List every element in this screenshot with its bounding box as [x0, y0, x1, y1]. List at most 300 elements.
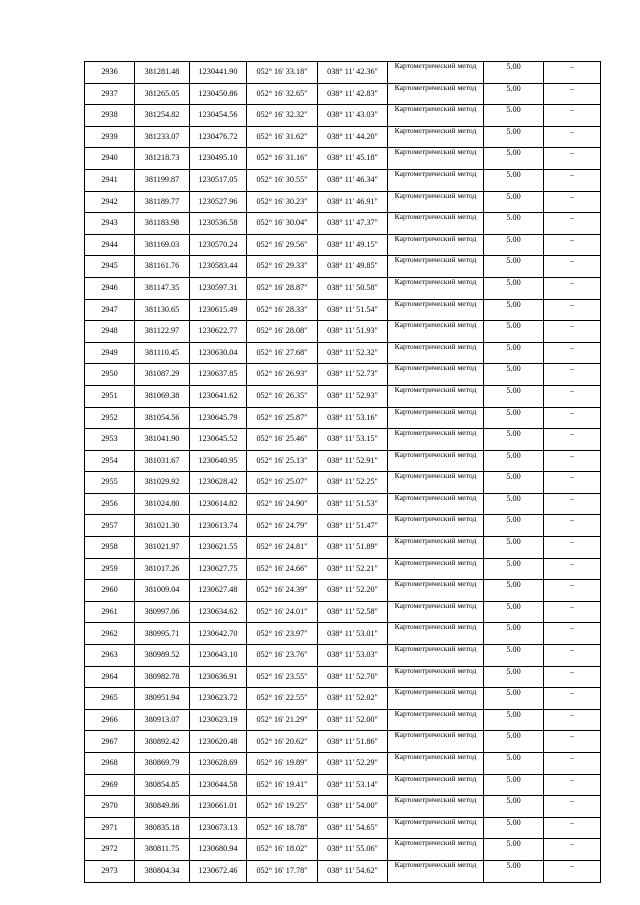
- accuracy-cell: 5.00: [484, 472, 544, 494]
- note-cell: –: [544, 537, 601, 559]
- method-cell: Картометрический метод: [388, 385, 484, 407]
- note-cell: –: [544, 213, 601, 235]
- point-number-cell: 2967: [85, 731, 135, 753]
- table-row: [85, 234, 601, 256]
- point-number-cell: 2970: [85, 796, 135, 818]
- accuracy-cell: 5.00: [484, 83, 544, 105]
- x-coordinate-cell: 381017.26: [135, 558, 190, 580]
- accuracy-cell: 5.00: [484, 256, 544, 278]
- longitude-cell: 038° 11' 51.89": [318, 537, 388, 559]
- accuracy-cell: 5.00: [484, 774, 544, 796]
- point-number-cell: 2957: [85, 515, 135, 537]
- accuracy-cell: 5.00: [484, 277, 544, 299]
- y-coordinate-cell: 1230644.58: [190, 774, 247, 796]
- table-row: [85, 839, 601, 861]
- accuracy-cell: 5.00: [484, 537, 544, 559]
- table-row: [85, 342, 601, 364]
- accuracy-cell: 5.00: [484, 709, 544, 731]
- x-coordinate-cell: 381169.03: [135, 234, 190, 256]
- accuracy-cell: 5.00: [484, 645, 544, 667]
- method-cell: Картометрический метод: [388, 796, 484, 818]
- note-cell: –: [544, 709, 601, 731]
- method-cell: Картометрический метод: [388, 580, 484, 602]
- latitude-cell: 052° 16' 25.13": [247, 450, 318, 472]
- method-cell: Картометрический метод: [388, 753, 484, 775]
- longitude-cell: 038° 11' 45.18": [318, 148, 388, 170]
- accuracy-cell: 5.00: [484, 126, 544, 148]
- point-number-cell: 2943: [85, 213, 135, 235]
- longitude-cell: 038° 11' 53.15": [318, 429, 388, 451]
- table-row: [85, 364, 601, 386]
- note-cell: –: [544, 450, 601, 472]
- note-cell: –: [544, 731, 601, 753]
- point-number-cell: 2971: [85, 817, 135, 839]
- x-coordinate-cell: 381265.05: [135, 83, 190, 105]
- longitude-cell: 038° 11' 52.29": [318, 753, 388, 775]
- longitude-cell: 038° 11' 52.25": [318, 472, 388, 494]
- y-coordinate-cell: 1230495.10: [190, 148, 247, 170]
- method-cell: Картометрический метод: [388, 645, 484, 667]
- x-coordinate-cell: 380854.85: [135, 774, 190, 796]
- y-coordinate-cell: 1230536.58: [190, 213, 247, 235]
- latitude-cell: 052° 16' 24.01": [247, 601, 318, 623]
- method-cell: Картометрический метод: [388, 774, 484, 796]
- longitude-cell: 038° 11' 42.83": [318, 83, 388, 105]
- longitude-cell: 038° 11' 53.14": [318, 774, 388, 796]
- latitude-cell: 052° 16' 18.02": [247, 839, 318, 861]
- longitude-cell: 038° 11' 52.73": [318, 364, 388, 386]
- table-row: [85, 472, 601, 494]
- table-row: [85, 126, 601, 148]
- table-row: [85, 688, 601, 710]
- point-number-cell: 2951: [85, 385, 135, 407]
- accuracy-cell: 5.00: [484, 493, 544, 515]
- point-number-cell: 2950: [85, 364, 135, 386]
- table-row: [85, 860, 601, 882]
- x-coordinate-cell: 381024.80: [135, 493, 190, 515]
- point-number-cell: 2937: [85, 83, 135, 105]
- table-row: [85, 385, 601, 407]
- table-row: [85, 666, 601, 688]
- method-cell: Картометрический метод: [388, 472, 484, 494]
- x-coordinate-cell: 380849.86: [135, 796, 190, 818]
- y-coordinate-cell: 1230570.24: [190, 234, 247, 256]
- accuracy-cell: 5.00: [484, 515, 544, 537]
- note-cell: –: [544, 796, 601, 818]
- x-coordinate-cell: 381130.65: [135, 299, 190, 321]
- x-coordinate-cell: 381147.35: [135, 277, 190, 299]
- point-number-cell: 2949: [85, 342, 135, 364]
- method-cell: Картометрический метод: [388, 493, 484, 515]
- latitude-cell: 052° 16' 19.41": [247, 774, 318, 796]
- note-cell: –: [544, 580, 601, 602]
- x-coordinate-cell: 381122.97: [135, 321, 190, 343]
- note-cell: –: [544, 148, 601, 170]
- y-coordinate-cell: 1230627.48: [190, 580, 247, 602]
- latitude-cell: 052° 16' 19.25": [247, 796, 318, 818]
- method-cell: Картометрический метод: [388, 148, 484, 170]
- latitude-cell: 052° 16' 32.32": [247, 105, 318, 127]
- x-coordinate-cell: 380892.42: [135, 731, 190, 753]
- y-coordinate-cell: 1230622.77: [190, 321, 247, 343]
- note-cell: –: [544, 515, 601, 537]
- point-number-cell: 2956: [85, 493, 135, 515]
- accuracy-cell: 5.00: [484, 860, 544, 882]
- latitude-cell: 052° 16' 29.33": [247, 256, 318, 278]
- latitude-cell: 052° 16' 21.29": [247, 709, 318, 731]
- x-coordinate-cell: 380835.18: [135, 817, 190, 839]
- method-cell: Картометрический метод: [388, 688, 484, 710]
- note-cell: –: [544, 169, 601, 191]
- longitude-cell: 038° 11' 52.58": [318, 601, 388, 623]
- method-cell: Картометрический метод: [388, 817, 484, 839]
- latitude-cell: 052° 16' 23.97": [247, 623, 318, 645]
- latitude-cell: 052° 16' 23.55": [247, 666, 318, 688]
- method-cell: Картометрический метод: [388, 191, 484, 213]
- longitude-cell: 038° 11' 51.54": [318, 299, 388, 321]
- x-coordinate-cell: 381281.48: [135, 62, 190, 84]
- latitude-cell: 052° 16' 32.65": [247, 83, 318, 105]
- accuracy-cell: 5.00: [484, 450, 544, 472]
- method-cell: Картометрический метод: [388, 83, 484, 105]
- latitude-cell: 052° 16' 19.89": [247, 753, 318, 775]
- longitude-cell: 038° 11' 52.70": [318, 666, 388, 688]
- latitude-cell: 052° 16' 28.33": [247, 299, 318, 321]
- point-number-cell: 2968: [85, 753, 135, 775]
- latitude-cell: 052° 16' 28.87": [247, 277, 318, 299]
- point-number-cell: 2947: [85, 299, 135, 321]
- method-cell: Картометрический метод: [388, 169, 484, 191]
- y-coordinate-cell: 1230615.49: [190, 299, 247, 321]
- latitude-cell: 052° 16' 26.93": [247, 364, 318, 386]
- table-row: [85, 709, 601, 731]
- method-cell: Картометрический метод: [388, 839, 484, 861]
- y-coordinate-cell: 1230441.90: [190, 62, 247, 84]
- latitude-cell: 052° 16' 23.76": [247, 645, 318, 667]
- x-coordinate-cell: 380811.75: [135, 839, 190, 861]
- x-coordinate-cell: 381189.77: [135, 191, 190, 213]
- note-cell: –: [544, 234, 601, 256]
- table-row: [85, 299, 601, 321]
- table-row: [85, 796, 601, 818]
- y-coordinate-cell: 1230645.79: [190, 407, 247, 429]
- accuracy-cell: 5.00: [484, 299, 544, 321]
- y-coordinate-cell: 1230641.62: [190, 385, 247, 407]
- y-coordinate-cell: 1230672.46: [190, 860, 247, 882]
- longitude-cell: 038° 11' 49.85": [318, 256, 388, 278]
- x-coordinate-cell: 380997.06: [135, 601, 190, 623]
- y-coordinate-cell: 1230630.04: [190, 342, 247, 364]
- note-cell: –: [544, 493, 601, 515]
- y-coordinate-cell: 1230640.95: [190, 450, 247, 472]
- note-cell: –: [544, 601, 601, 623]
- x-coordinate-cell: 380995.71: [135, 623, 190, 645]
- x-coordinate-cell: 380951.94: [135, 688, 190, 710]
- y-coordinate-cell: 1230597.31: [190, 277, 247, 299]
- y-coordinate-cell: 1230620.48: [190, 731, 247, 753]
- table-row: [85, 774, 601, 796]
- longitude-cell: 038° 11' 53.16": [318, 407, 388, 429]
- x-coordinate-cell: 381009.04: [135, 580, 190, 602]
- note-cell: –: [544, 277, 601, 299]
- table-row: [85, 817, 601, 839]
- table-row: [85, 105, 601, 127]
- accuracy-cell: 5.00: [484, 407, 544, 429]
- point-number-cell: 2973: [85, 860, 135, 882]
- latitude-cell: 052° 16' 24.39": [247, 580, 318, 602]
- latitude-cell: 052° 16' 28.08": [247, 321, 318, 343]
- coordinates-table: [84, 61, 601, 883]
- table-row: [85, 169, 601, 191]
- method-cell: Картометрический метод: [388, 666, 484, 688]
- point-number-cell: 2963: [85, 645, 135, 667]
- latitude-cell: 052° 16' 31.16": [247, 148, 318, 170]
- method-cell: Картометрический метод: [388, 407, 484, 429]
- y-coordinate-cell: 1230623.19: [190, 709, 247, 731]
- method-cell: Картометрический метод: [388, 342, 484, 364]
- table-row: [85, 753, 601, 775]
- point-number-cell: 2954: [85, 450, 135, 472]
- x-coordinate-cell: 381054.56: [135, 407, 190, 429]
- note-cell: –: [544, 105, 601, 127]
- method-cell: Картометрический метод: [388, 105, 484, 127]
- method-cell: Картометрический метод: [388, 731, 484, 753]
- x-coordinate-cell: 381110.45: [135, 342, 190, 364]
- accuracy-cell: 5.00: [484, 666, 544, 688]
- point-number-cell: 2944: [85, 234, 135, 256]
- table-row: [85, 429, 601, 451]
- method-cell: Картометрический метод: [388, 429, 484, 451]
- longitude-cell: 038° 11' 53.01": [318, 623, 388, 645]
- y-coordinate-cell: 1230614.82: [190, 493, 247, 515]
- accuracy-cell: 5.00: [484, 364, 544, 386]
- accuracy-cell: 5.00: [484, 169, 544, 191]
- latitude-cell: 052° 16' 30.55": [247, 169, 318, 191]
- method-cell: Картометрический метод: [388, 709, 484, 731]
- table-row: [85, 191, 601, 213]
- y-coordinate-cell: 1230454.56: [190, 105, 247, 127]
- latitude-cell: 052° 16' 27.68": [247, 342, 318, 364]
- longitude-cell: 038° 11' 50.58": [318, 277, 388, 299]
- accuracy-cell: 5.00: [484, 385, 544, 407]
- latitude-cell: 052° 16' 30.04": [247, 213, 318, 235]
- note-cell: –: [544, 321, 601, 343]
- y-coordinate-cell: 1230634.62: [190, 601, 247, 623]
- table-row: [85, 537, 601, 559]
- y-coordinate-cell: 1230628.69: [190, 753, 247, 775]
- table-row: [85, 450, 601, 472]
- accuracy-cell: 5.00: [484, 148, 544, 170]
- note-cell: –: [544, 83, 601, 105]
- y-coordinate-cell: 1230476.72: [190, 126, 247, 148]
- note-cell: –: [544, 62, 601, 84]
- longitude-cell: 038° 11' 51.53": [318, 493, 388, 515]
- table-row: [85, 83, 601, 105]
- y-coordinate-cell: 1230527.96: [190, 191, 247, 213]
- longitude-cell: 038° 11' 54.00": [318, 796, 388, 818]
- point-number-cell: 2940: [85, 148, 135, 170]
- longitude-cell: 038° 11' 51.86": [318, 731, 388, 753]
- note-cell: –: [544, 753, 601, 775]
- method-cell: Картометрический метод: [388, 321, 484, 343]
- accuracy-cell: 5.00: [484, 558, 544, 580]
- longitude-cell: 038° 11' 46.34": [318, 169, 388, 191]
- longitude-cell: 038° 11' 52.00": [318, 709, 388, 731]
- latitude-cell: 052° 16' 24.90": [247, 493, 318, 515]
- longitude-cell: 038° 11' 52.32": [318, 342, 388, 364]
- point-number-cell: 2936: [85, 62, 135, 84]
- point-number-cell: 2941: [85, 169, 135, 191]
- longitude-cell: 038° 11' 51.93": [318, 321, 388, 343]
- point-number-cell: 2960: [85, 580, 135, 602]
- point-number-cell: 2966: [85, 709, 135, 731]
- note-cell: –: [544, 407, 601, 429]
- latitude-cell: 052° 16' 31.62": [247, 126, 318, 148]
- x-coordinate-cell: 381087.29: [135, 364, 190, 386]
- point-number-cell: 2938: [85, 105, 135, 127]
- point-number-cell: 2961: [85, 601, 135, 623]
- latitude-cell: 052° 16' 24.79": [247, 515, 318, 537]
- y-coordinate-cell: 1230583.44: [190, 256, 247, 278]
- y-coordinate-cell: 1230673.13: [190, 817, 247, 839]
- point-number-cell: 2942: [85, 191, 135, 213]
- latitude-cell: 052° 16' 30.23": [247, 191, 318, 213]
- method-cell: Картометрический метод: [388, 515, 484, 537]
- point-number-cell: 2965: [85, 688, 135, 710]
- note-cell: –: [544, 666, 601, 688]
- table-row: [85, 515, 601, 537]
- x-coordinate-cell: 381041.90: [135, 429, 190, 451]
- x-coordinate-cell: 381254.82: [135, 105, 190, 127]
- latitude-cell: 052° 16' 24.66": [247, 558, 318, 580]
- note-cell: –: [544, 645, 601, 667]
- point-number-cell: 2972: [85, 839, 135, 861]
- y-coordinate-cell: 1230517.05: [190, 169, 247, 191]
- accuracy-cell: 5.00: [484, 796, 544, 818]
- x-coordinate-cell: 380804.34: [135, 860, 190, 882]
- accuracy-cell: 5.00: [484, 105, 544, 127]
- x-coordinate-cell: 381021.30: [135, 515, 190, 537]
- accuracy-cell: 5.00: [484, 753, 544, 775]
- y-coordinate-cell: 1230661.01: [190, 796, 247, 818]
- method-cell: Картометрический метод: [388, 299, 484, 321]
- x-coordinate-cell: 380869.79: [135, 753, 190, 775]
- latitude-cell: 052° 16' 25.46": [247, 429, 318, 451]
- longitude-cell: 038° 11' 52.21": [318, 558, 388, 580]
- note-cell: –: [544, 342, 601, 364]
- y-coordinate-cell: 1230637.85: [190, 364, 247, 386]
- point-number-cell: 2958: [85, 537, 135, 559]
- longitude-cell: 038° 11' 42.36": [318, 62, 388, 84]
- x-coordinate-cell: 381029.92: [135, 472, 190, 494]
- note-cell: –: [544, 688, 601, 710]
- table-row: [85, 407, 601, 429]
- y-coordinate-cell: 1230636.91: [190, 666, 247, 688]
- point-number-cell: 2952: [85, 407, 135, 429]
- note-cell: –: [544, 429, 601, 451]
- longitude-cell: 038° 11' 43.03": [318, 105, 388, 127]
- latitude-cell: 052° 16' 33.18": [247, 62, 318, 84]
- longitude-cell: 038° 11' 49.15": [318, 234, 388, 256]
- accuracy-cell: 5.00: [484, 580, 544, 602]
- table-row: [85, 321, 601, 343]
- note-cell: –: [544, 364, 601, 386]
- point-number-cell: 2946: [85, 277, 135, 299]
- accuracy-cell: 5.00: [484, 191, 544, 213]
- latitude-cell: 052° 16' 22.55": [247, 688, 318, 710]
- table-row: [85, 623, 601, 645]
- longitude-cell: 038° 11' 52.20": [318, 580, 388, 602]
- y-coordinate-cell: 1230645.52: [190, 429, 247, 451]
- method-cell: Картометрический метод: [388, 450, 484, 472]
- x-coordinate-cell: 381218.73: [135, 148, 190, 170]
- longitude-cell: 038° 11' 52.91": [318, 450, 388, 472]
- table-row: [85, 277, 601, 299]
- accuracy-cell: 5.00: [484, 342, 544, 364]
- table-row: [85, 731, 601, 753]
- x-coordinate-cell: 381031.67: [135, 450, 190, 472]
- point-number-cell: 2969: [85, 774, 135, 796]
- y-coordinate-cell: 1230642.70: [190, 623, 247, 645]
- note-cell: –: [544, 191, 601, 213]
- table-row: [85, 62, 601, 84]
- x-coordinate-cell: 381199.87: [135, 169, 190, 191]
- point-number-cell: 2939: [85, 126, 135, 148]
- accuracy-cell: 5.00: [484, 731, 544, 753]
- accuracy-cell: 5.00: [484, 601, 544, 623]
- note-cell: –: [544, 817, 601, 839]
- x-coordinate-cell: 380989.52: [135, 645, 190, 667]
- note-cell: –: [544, 623, 601, 645]
- note-cell: –: [544, 126, 601, 148]
- y-coordinate-cell: 1230621.55: [190, 537, 247, 559]
- point-number-cell: 2945: [85, 256, 135, 278]
- table-row: [85, 256, 601, 278]
- accuracy-cell: 5.00: [484, 213, 544, 235]
- table-row: [85, 601, 601, 623]
- table-row: [85, 645, 601, 667]
- x-coordinate-cell: 381069.38: [135, 385, 190, 407]
- table-row: [85, 558, 601, 580]
- note-cell: –: [544, 839, 601, 861]
- longitude-cell: 038° 11' 55.06": [318, 839, 388, 861]
- accuracy-cell: 5.00: [484, 62, 544, 84]
- note-cell: –: [544, 385, 601, 407]
- note-cell: –: [544, 256, 601, 278]
- note-cell: –: [544, 558, 601, 580]
- y-coordinate-cell: 1230450.86: [190, 83, 247, 105]
- method-cell: Картометрический метод: [388, 860, 484, 882]
- accuracy-cell: 5.00: [484, 623, 544, 645]
- point-number-cell: 2953: [85, 429, 135, 451]
- table-row: [85, 580, 601, 602]
- point-number-cell: 2955: [85, 472, 135, 494]
- longitude-cell: 038° 11' 54.62": [318, 860, 388, 882]
- accuracy-cell: 5.00: [484, 234, 544, 256]
- longitude-cell: 038° 11' 46.91": [318, 191, 388, 213]
- table-row: [85, 493, 601, 515]
- latitude-cell: 052° 16' 26.35": [247, 385, 318, 407]
- point-number-cell: 2962: [85, 623, 135, 645]
- latitude-cell: 052° 16' 25.87": [247, 407, 318, 429]
- table-row: [85, 148, 601, 170]
- note-cell: –: [544, 774, 601, 796]
- table-row: [85, 213, 601, 235]
- latitude-cell: 052° 16' 17.78": [247, 860, 318, 882]
- method-cell: Картометрический метод: [388, 277, 484, 299]
- method-cell: Картометрический метод: [388, 623, 484, 645]
- y-coordinate-cell: 1230627.75: [190, 558, 247, 580]
